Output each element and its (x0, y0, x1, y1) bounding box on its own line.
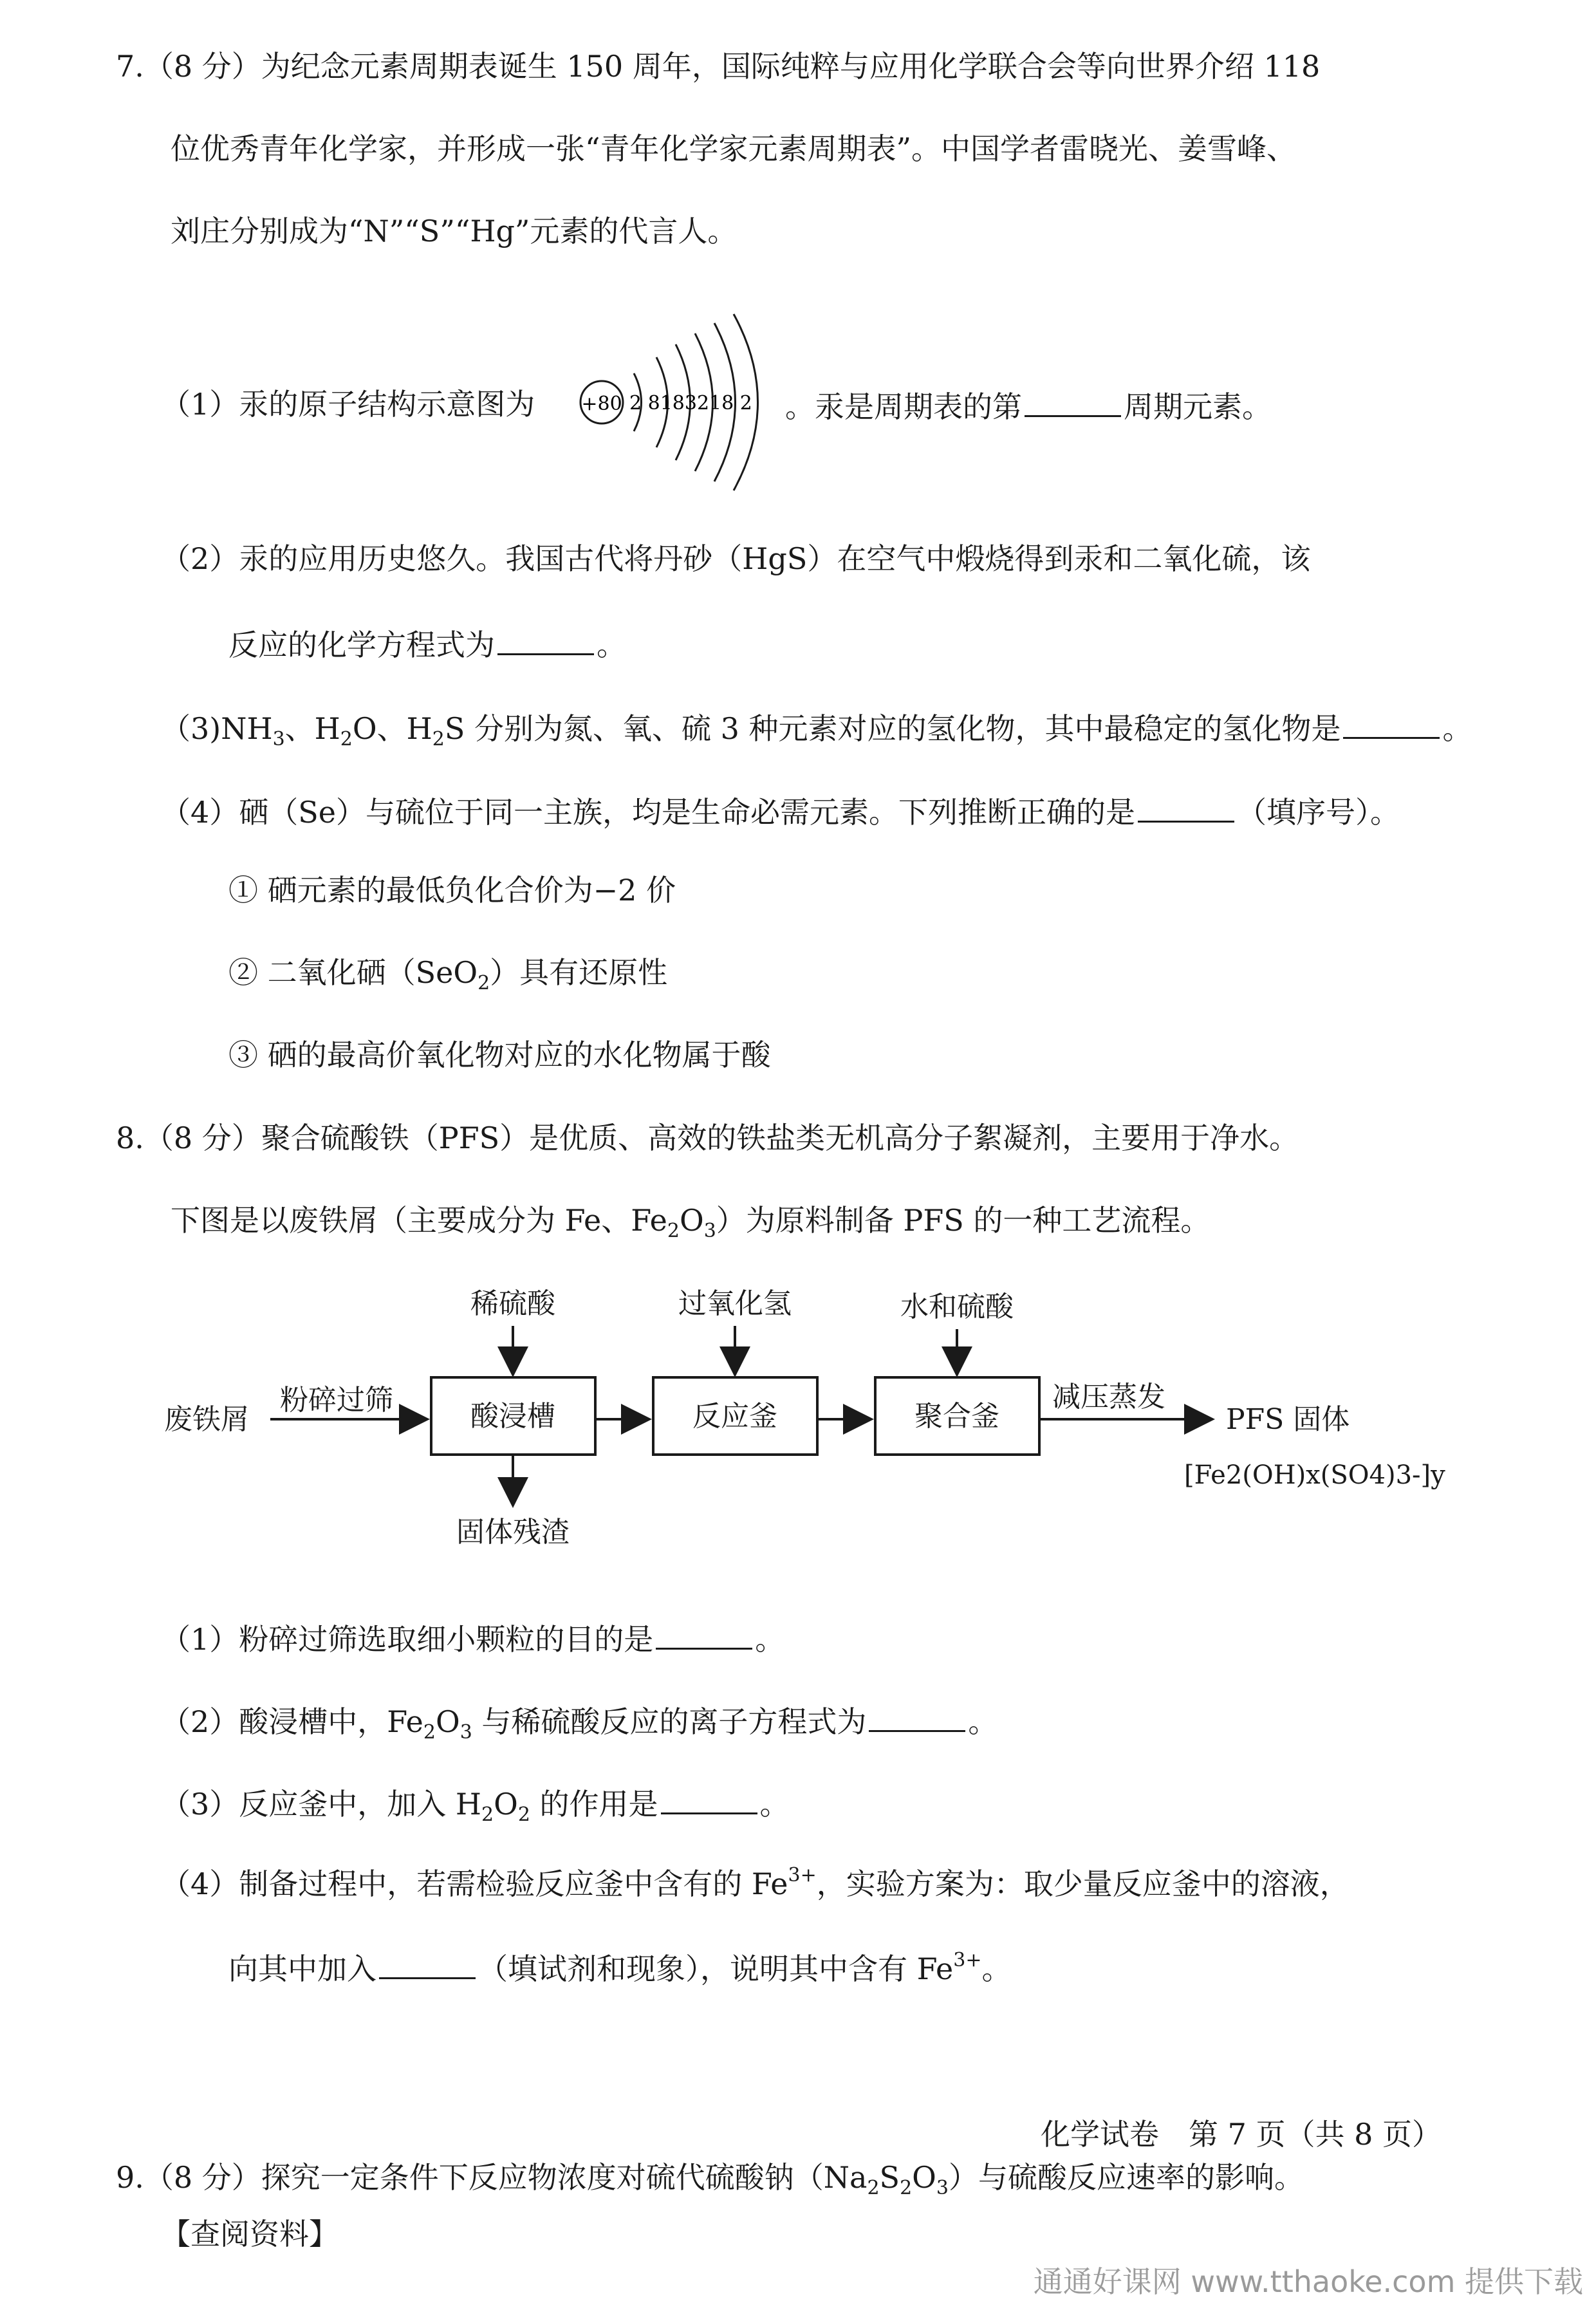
q7-line-1: 7.（8 分）为纪念元素周期表诞生 150 周年，国际纯粹与应用化学联合会等向世界介绍 118 (116, 49, 1321, 84)
q7-part1: （1）汞的原子结构示意图为 (161, 387, 535, 422)
q7-part2-line2: 反应的化学方程式为 。 (228, 628, 626, 662)
box3-label: 聚合釜 (914, 1400, 999, 1433)
q7-part1-rest: 。汞是周期表的第 周期元素。 (785, 389, 1272, 424)
q8-line-2: 下图是以废铁屑（主要成分为 Fe、$Fe_2O_3$）为原料制备 PFS 的一种工艺流程。 (171, 1203, 1211, 1242)
answer-blank[interactable] (656, 1622, 752, 1650)
flow-formula: [Fe2(OH)x(SO4)3-]y (1184, 1460, 1445, 1490)
q7-option-3: ③ 硒的最高价氧化物对应的水化物属于酸 (228, 1038, 771, 1072)
answer-blank[interactable] (1138, 795, 1234, 823)
answer-blank[interactable] (1343, 711, 1440, 739)
q8-part3: （3）反应釜中，加入 $H_2O_2$ 的作用是 。 (161, 1787, 790, 1826)
box1-label: 酸浸槽 (470, 1400, 555, 1433)
q7-option-2: ② 二氧化硒（SeO$_2$）具有还原性 (228, 955, 668, 994)
answer-blank[interactable] (661, 1787, 757, 1814)
flow-step1-label: 粉碎过筛 (280, 1384, 393, 1417)
pfs-process-flow (154, 1274, 1506, 1577)
q7-line-2: 位优秀青年化学家，并形成一张“青年化学家元素周期表”。中国学者雷晓光、姜雪峰、 (171, 131, 1297, 166)
q9-line-2: 【查阅资料】 (161, 2217, 339, 2251)
answer-blank[interactable] (497, 628, 594, 655)
page-footer: 化学试卷 第 7 页（共 8 页） (1040, 2117, 1442, 2152)
q8-part2: （2）酸浸槽中，$Fe_2O_3$ 与稀硫酸反应的离子方程式为 。 (161, 1704, 998, 1744)
q7-part2-line1: （2）汞的应用历史悠久。我国古代将丹砂（HgS）在空气中煅烧得到汞和二氧化硫，该 (161, 541, 1311, 576)
answer-blank[interactable] (869, 1704, 965, 1732)
box2-label: 反应釜 (692, 1400, 777, 1433)
flow-step4-label: 减压蒸发 (1052, 1381, 1165, 1413)
mercury-atom-diagram (553, 296, 824, 508)
q7-option-1: ① 硒元素的最低负化合价为−2 价 (228, 873, 676, 908)
q7-part3: $(3)NH_3$、$H_2O$、$H_2S$ 分别为氮、氧、硫 3 种元素对应的氢化物，其中最稳定的氢化物是 。 (161, 711, 1472, 750)
q7-line-3: 刘庄分别成为“N”“S”“Hg”元素的代言人。 (171, 214, 738, 248)
box3-input: 水和硫酸 (900, 1290, 1014, 1323)
box2-input: 过氧化氢 (678, 1287, 792, 1320)
watermark: 通通好课网 www.tthaoke.com 提供下载 (1033, 2264, 1583, 2299)
answer-blank[interactable] (1025, 389, 1121, 417)
q8-part1: （1）粉碎过筛选取细小颗粒的目的是 。 (161, 1622, 785, 1657)
box1-output: 固体残渣 (456, 1516, 570, 1549)
flow-input: 废铁屑 (164, 1403, 249, 1436)
q8-line-1: 8.（8 分）聚合硫酸铁（PFS）是优质、高效的铁盐类无机高分子絮凝剂，主要用于净水。 (116, 1121, 1299, 1155)
answer-blank[interactable] (379, 1951, 476, 1979)
q7-part4: （4）硒（Se）与硫位于同一主族，均是生命必需元素。下列推断正确的是 （填序号）。 (161, 795, 1400, 830)
box1-input: 稀硫酸 (470, 1287, 555, 1320)
nucleus-charge: +80 (581, 393, 622, 415)
q9-line-1: 9.（8 分）探究一定条件下反应物浓度对硫代硫酸钠$(Na_2S_2O_3)$与硫酸反应速率的影响。 (116, 2160, 1304, 2199)
flow-output: PFS 固体 (1226, 1403, 1350, 1436)
q8-part4-line2: 向其中加入 （填试剂和现象），说明其中含有 $Fe^{3+}$。 (228, 1949, 1012, 1986)
q8-part4-line1: （4）制备过程中，若需检验反应釜中含有的 $Fe^{3+}$，实验方案为：取少量反应釜中的溶液， (161, 1864, 1350, 1901)
shell-electrons: 2 8183218 2 (629, 392, 752, 414)
